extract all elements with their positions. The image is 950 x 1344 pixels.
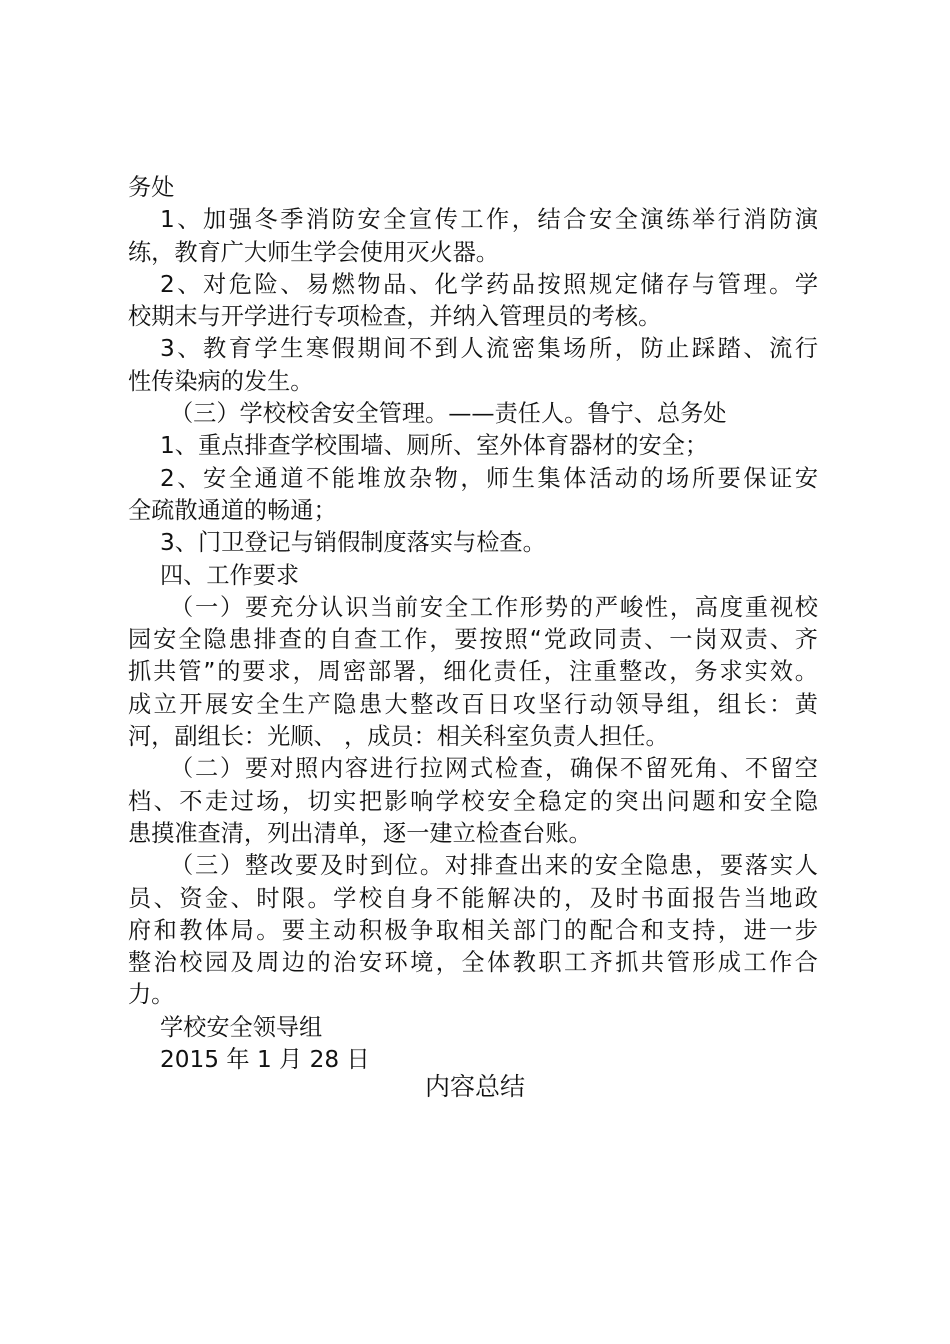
text-line: （三）学校校舍安全管理。——责任人。鲁宁、总务处 — [170, 400, 727, 428]
text-line: 力。 — [128, 981, 175, 1009]
text-line: （一）要充分认识当前安全工作形势的严峻性，高度重视校 — [170, 593, 818, 621]
text-line: 园安全隐患排查的自查工作，要按照“党政同责、一岗双责、齐 — [128, 626, 818, 654]
text-line: 3、门卫登记与销假制度落实与检查。 — [160, 529, 546, 557]
text-line: 练，教育广大师生学会使用灭火器。 — [128, 238, 499, 266]
text-line: （三）整改要及时到位。对排查出来的安全隐患，要落实人 — [170, 852, 818, 880]
text-line: 患摸准查清，列出清单，逐一建立检查台账。 — [128, 819, 592, 847]
signature-org: 学校安全领导组 — [160, 1013, 323, 1041]
text-line: 1、加强冬季消防安全宣传工作，结合安全演练举行消防演 — [160, 206, 818, 234]
text-line: 1、重点排查学校围墙、厕所、室外体育器材的安全； — [160, 432, 709, 460]
summary-title: 内容总结 — [424, 1072, 525, 1101]
text-line: 抓共管”的要求，周密部署，细化责任，注重整改，务求实效。 — [128, 658, 818, 686]
text-line: 校期末与开学进行专项检查，并纳入管理员的考核。 — [128, 303, 662, 331]
text-line: 河，副组长：光顺、 ，成员：相关科室负责人担任。 — [128, 723, 669, 751]
text-line: 2、对危险、易燃物品、化学药品按照规定储存与管理。学 — [160, 270, 818, 298]
text-line: （二）要对照内容进行拉网式检查，确保不留死角、不留空 — [170, 755, 818, 783]
text-line: 员、资金、时限。学校自身不能解决的，及时书面报告当地政 — [128, 884, 818, 912]
text-line: 全疏散通道的畅通； — [128, 496, 337, 524]
text-line: 性传染病的发生。 — [128, 367, 314, 395]
text-line: 档、不走过场，切实把影响学校安全稳定的突出问题和安全隐 — [128, 787, 818, 815]
text-line: 务处 — [128, 174, 175, 201]
text-line: 2、安全通道不能堆放杂物，师生集体活动的场所要保证安 — [160, 464, 818, 492]
text-line: 成立开展安全生产隐患大整改百日攻坚行动领导组，组长：黄 — [128, 690, 818, 718]
text-line: 3、教育学生寒假期间不到人流密集场所，防止踩踏、流行 — [160, 335, 818, 363]
document-body — [128, 172, 818, 1076]
text-line: 府和教体局。要主动积极争取相关部门的配合和支持，进一步 — [128, 916, 818, 944]
section-heading: 四、工作要求 — [160, 561, 300, 589]
text-line: 整治校园及周边的治安环境，全体教职工齐抓共管形成工作合 — [128, 949, 818, 977]
signature-date: 2015 年 1 月 28 日 — [160, 1046, 370, 1074]
